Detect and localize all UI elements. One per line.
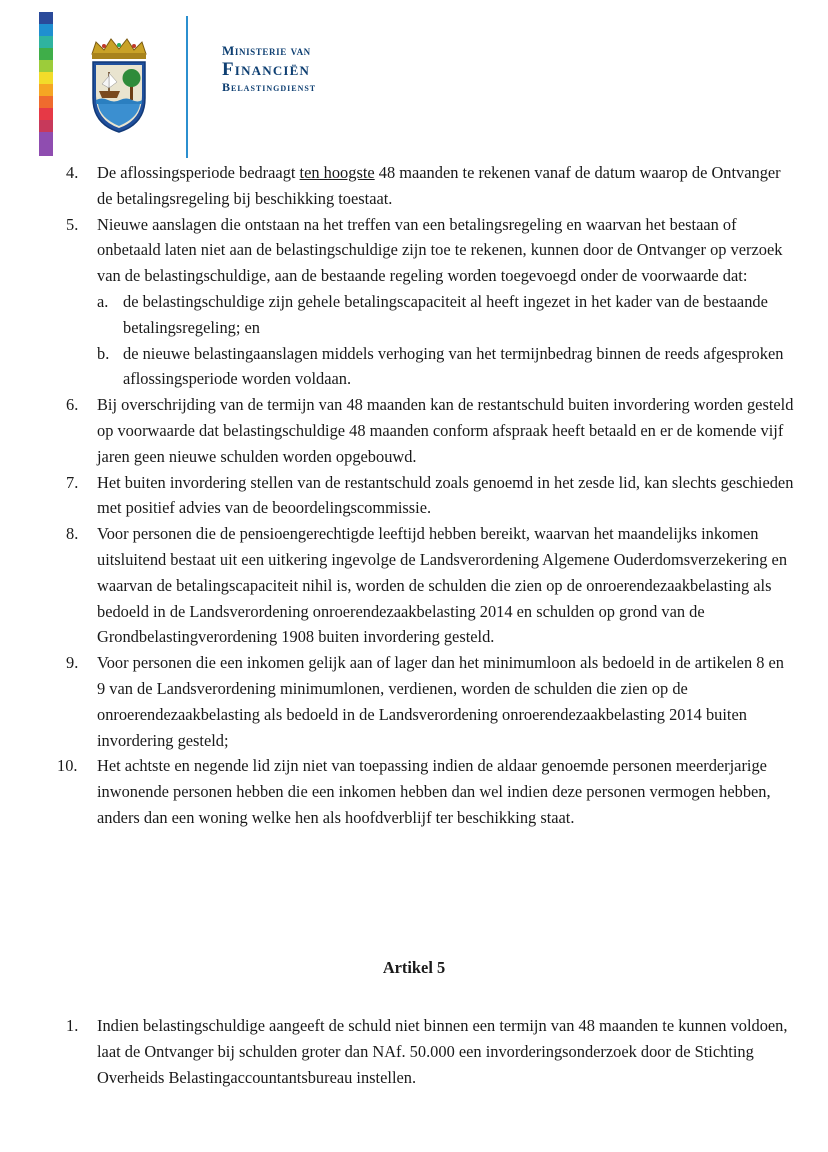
item-number: 9. — [66, 653, 79, 673]
item-text: Indien belastingschuldige aangeeft de schuld niet binnen een termijn van 48 maanden te kunnen voldoen, laat de Ontvanger bij schulden groter dan NAf. 50.000 een invorderingsonderzoek door de Stichting Overheids Belastingaccountantsbureau instellen. — [97, 1016, 788, 1087]
item-number: 6. — [66, 395, 79, 415]
sub-item-letter: b. — [97, 343, 110, 363]
list-item — [66, 521, 796, 650]
article-list — [66, 1013, 796, 1090]
article-heading: Artikel 5 — [382, 958, 446, 977]
sub-item-text: de nieuwe belastingaanslagen middels verhoging van het termijnbedrag binnen de reeds afgesproken aflossingsperiode worden voldaan. — [123, 343, 784, 389]
item-text: Nieuwe aanslagen die ontstaan na het treffen van een betalingsregeling en waarvan het bestaan of onbetaald laten niet aan de belastingschuldige zijn toe te rekenen, kunnen door de Ontvanger op verzoek van de belastingschuldige, aan de bestaande regeling worden toegevoegd onder de voorwaarde dat: — [97, 214, 783, 286]
regulation-list — [57, 160, 796, 831]
sub-list — [97, 289, 796, 392]
ministry-line1: Ministerie van — [222, 43, 311, 58]
list-item — [57, 753, 796, 830]
sub-item-letter: a. — [97, 291, 109, 311]
list-item — [66, 392, 796, 469]
list-item — [66, 160, 796, 212]
list-item — [66, 650, 796, 753]
item-number: 10. — [57, 756, 78, 776]
sub-item-text: de belastingschuldige zijn gehele betalingscapaciteit al heeft ingezet in het kader van de bestaande betalingsregeling; en — [123, 291, 768, 337]
sub-item — [97, 289, 796, 341]
ministry-line3: Belastingdienst — [222, 79, 317, 94]
item-number: 4. — [66, 163, 79, 182]
ministry-line2: Financiën — [222, 58, 311, 80]
vertical-rule — [186, 16, 188, 158]
list-item — [66, 470, 796, 522]
item-text: Voor personen die een inkomen gelijk aan of lager dan het minimumloon als bedoeld in de artikelen 8 en 9 van de Landsverordening minimumlonen, verdienen, worden de schulden die zien op de onroerendezaakbelasting als bedoeld in de Landsverordening onroerendezaakbelasting 2014 buiten invordering gesteld; — [97, 653, 784, 750]
item-text: Bij overschrijding van de termijn van 48 maanden kan de restantschuld buiten invordering worden gesteld op voorwaarde dat belastingschuldige 48 maanden conform afspraak heeft betaald en er de komende vijf jaren geen nieuwe schulden worden opgebouwd. — [97, 395, 794, 466]
item-text: Voor personen die de pensioengerechtigde leeftijd hebben bereikt, waarvan het maandelijks inkomen uitsluitend bestaat uit een uitkering ingevolge de Landsverordening Algemene Ouderdomsverzekering en waarvan de betalingscapaciteit nihil is, worden de schulden die zien op de onroerendezaakbelasting als bedoeld in de Landsverordening onroerendezaakbelasting 2014 en schulden op grond van de Grondbelastingverordening 1908 buiten invordering gesteld. — [97, 524, 788, 647]
ministry-header — [222, 44, 316, 95]
sub-item — [97, 341, 796, 393]
item-number: 1. — [66, 1016, 79, 1035]
coat-of-arms-logo — [86, 36, 152, 134]
list-item — [66, 1013, 796, 1090]
item-text-pre: De aflossingsperiode bedraagt — [97, 163, 300, 182]
item-number: 8. — [66, 524, 79, 544]
item-text: Het buiten invordering stellen van de restantschuld zoals genoemd in het zesde lid, kan slechts geschieden met positief advies van de beoordelingscommissie. — [97, 472, 794, 518]
item-text-post: 48 maanden te rekenen vanaf de datum waarop de Ontvanger de betalingsregeling bij beschikking toestaat. — [97, 163, 781, 208]
color-strip — [39, 12, 53, 156]
item-number: 7. — [66, 472, 79, 492]
item-text-underlined: ten hoogste — [299, 163, 375, 182]
list-item — [66, 212, 796, 393]
item-number: 5. — [66, 214, 79, 234]
item-text: Het achtste en negende lid zijn niet van toepassing indien de aldaar genoemde personen meerderjarige inwonende personen hebben die een inkomen hebben dan wel indien deze personen vermogen hebben, anders dan een woning welke hen als hoofdverblijf ter beschikking staat. — [97, 756, 771, 827]
